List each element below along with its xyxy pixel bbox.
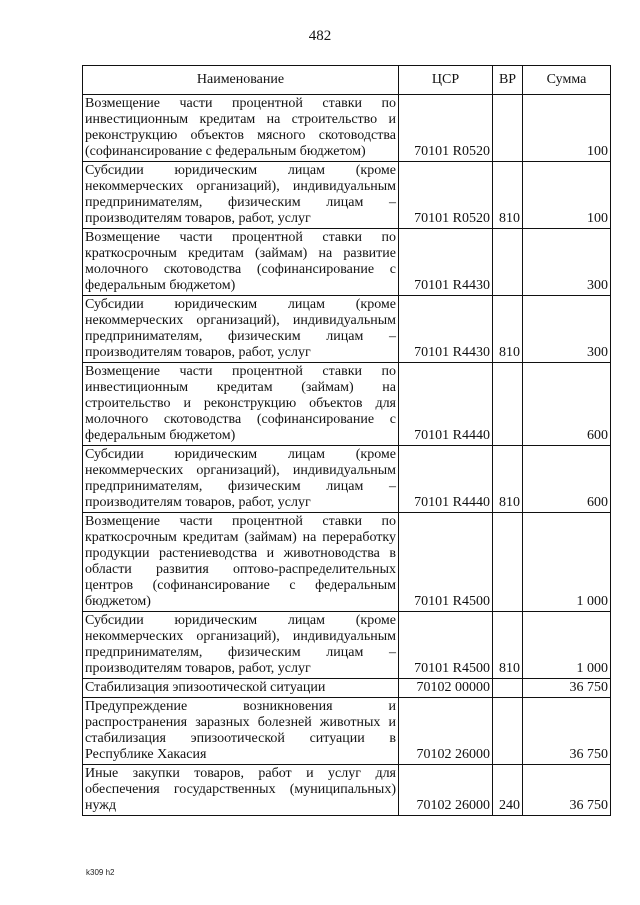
row-sum: 300: [523, 229, 611, 296]
budget-table: [82, 65, 611, 816]
row-vr: 240: [493, 765, 523, 816]
row-csr: 70102 26000: [399, 765, 493, 816]
row-name: Субсидии юридическим лицам (кроме некоммерческих организаций), индивидуальным предпринимателям, физическим лицам – производителям товаров, работ, услуг: [83, 612, 399, 679]
row-vr: 810: [493, 162, 523, 229]
table-row: [83, 229, 611, 296]
row-vr: [493, 513, 523, 612]
row-csr: 70101 R4430: [399, 296, 493, 363]
table-row: [83, 95, 611, 162]
row-vr: [493, 679, 523, 698]
table-row: [83, 765, 611, 816]
row-vr: [493, 229, 523, 296]
table-header-row: [83, 66, 611, 95]
table-row: [83, 162, 611, 229]
row-vr: 810: [493, 612, 523, 679]
row-name: Субсидии юридическим лицам (кроме некоммерческих организаций), индивидуальным предпринимателям, физическим лицам – производителям товаров, работ, услуг: [83, 446, 399, 513]
table-row: [83, 612, 611, 679]
row-sum: 1 000: [523, 513, 611, 612]
table-row: [83, 513, 611, 612]
page-number: 482: [308, 28, 332, 44]
header-name: Наименование: [83, 66, 399, 95]
header-csr: ЦСР: [399, 66, 493, 95]
row-csr: 70102 26000: [399, 698, 493, 765]
row-sum: 300: [523, 296, 611, 363]
row-name: Возмещение части процентной ставки по краткосрочным кредитам (займам) на развитие молочного скотоводства (софинансирование с федеральным бюджетом): [83, 229, 399, 296]
row-csr: 70101 R4430: [399, 229, 493, 296]
row-csr: 70101 R4500: [399, 513, 493, 612]
footer-code: k309 h2: [86, 868, 115, 877]
row-name: Возмещение части процентной ставки по краткосрочным кредитам (займам) на переработку продукции растениеводства и животноводства в области развития оптово-распределительных центров (софинансирование с федеральным бюджетом): [83, 513, 399, 612]
row-sum: 600: [523, 363, 611, 446]
row-csr: 70101 R4500: [399, 612, 493, 679]
row-sum: 36 750: [523, 698, 611, 765]
table-row: [83, 363, 611, 446]
row-csr: 70101 R0520: [399, 95, 493, 162]
row-vr: [493, 363, 523, 446]
row-vr: 810: [493, 296, 523, 363]
table-row: [83, 446, 611, 513]
table-row: [83, 698, 611, 765]
row-csr: 70101 R0520: [399, 162, 493, 229]
row-name: Субсидии юридическим лицам (кроме некоммерческих организаций), индивидуальным предпринимателям, физическим лицам – производителям товаров, работ, услуг: [83, 162, 399, 229]
row-sum: 600: [523, 446, 611, 513]
row-name: Возмещение части процентной ставки по инвестиционным кредитам (займам) на строительство и реконструкцию объектов для молочного скотоводства (софинансирование с федеральным бюджетом): [83, 363, 399, 446]
table-row: [83, 679, 611, 698]
table-row: [83, 296, 611, 363]
row-vr: 810: [493, 446, 523, 513]
row-name: Предупреждение возникновения и распространения заразных болезней животных и стабилизация эпизоотической ситуации в Республике Хакасия: [83, 698, 399, 765]
row-sum: 100: [523, 162, 611, 229]
row-sum: 36 750: [523, 765, 611, 816]
row-name: Возмещение части процентной ставки по инвестиционным кредитам на строительство и реконструкцию объектов мясного скотоводства (софинансирование с федеральным бюджетом): [83, 95, 399, 162]
row-sum: 1 000: [523, 612, 611, 679]
row-csr: 70102 00000: [399, 679, 493, 698]
row-vr: [493, 95, 523, 162]
row-name: Иные закупки товаров, работ и услуг для обеспечения государственных (муниципальных) нужд: [83, 765, 399, 816]
header-vr: ВР: [493, 66, 523, 95]
row-name: Стабилизация эпизоотической ситуации: [83, 679, 399, 698]
row-name: Субсидии юридическим лицам (кроме некоммерческих организаций), индивидуальным предпринимателям, физическим лицам – производителям товаров, работ, услуг: [83, 296, 399, 363]
row-sum: 100: [523, 95, 611, 162]
row-csr: 70101 R4440: [399, 446, 493, 513]
header-sum: Сумма: [523, 66, 611, 95]
row-csr: 70101 R4440: [399, 363, 493, 446]
row-vr: [493, 698, 523, 765]
row-sum: 36 750: [523, 679, 611, 698]
